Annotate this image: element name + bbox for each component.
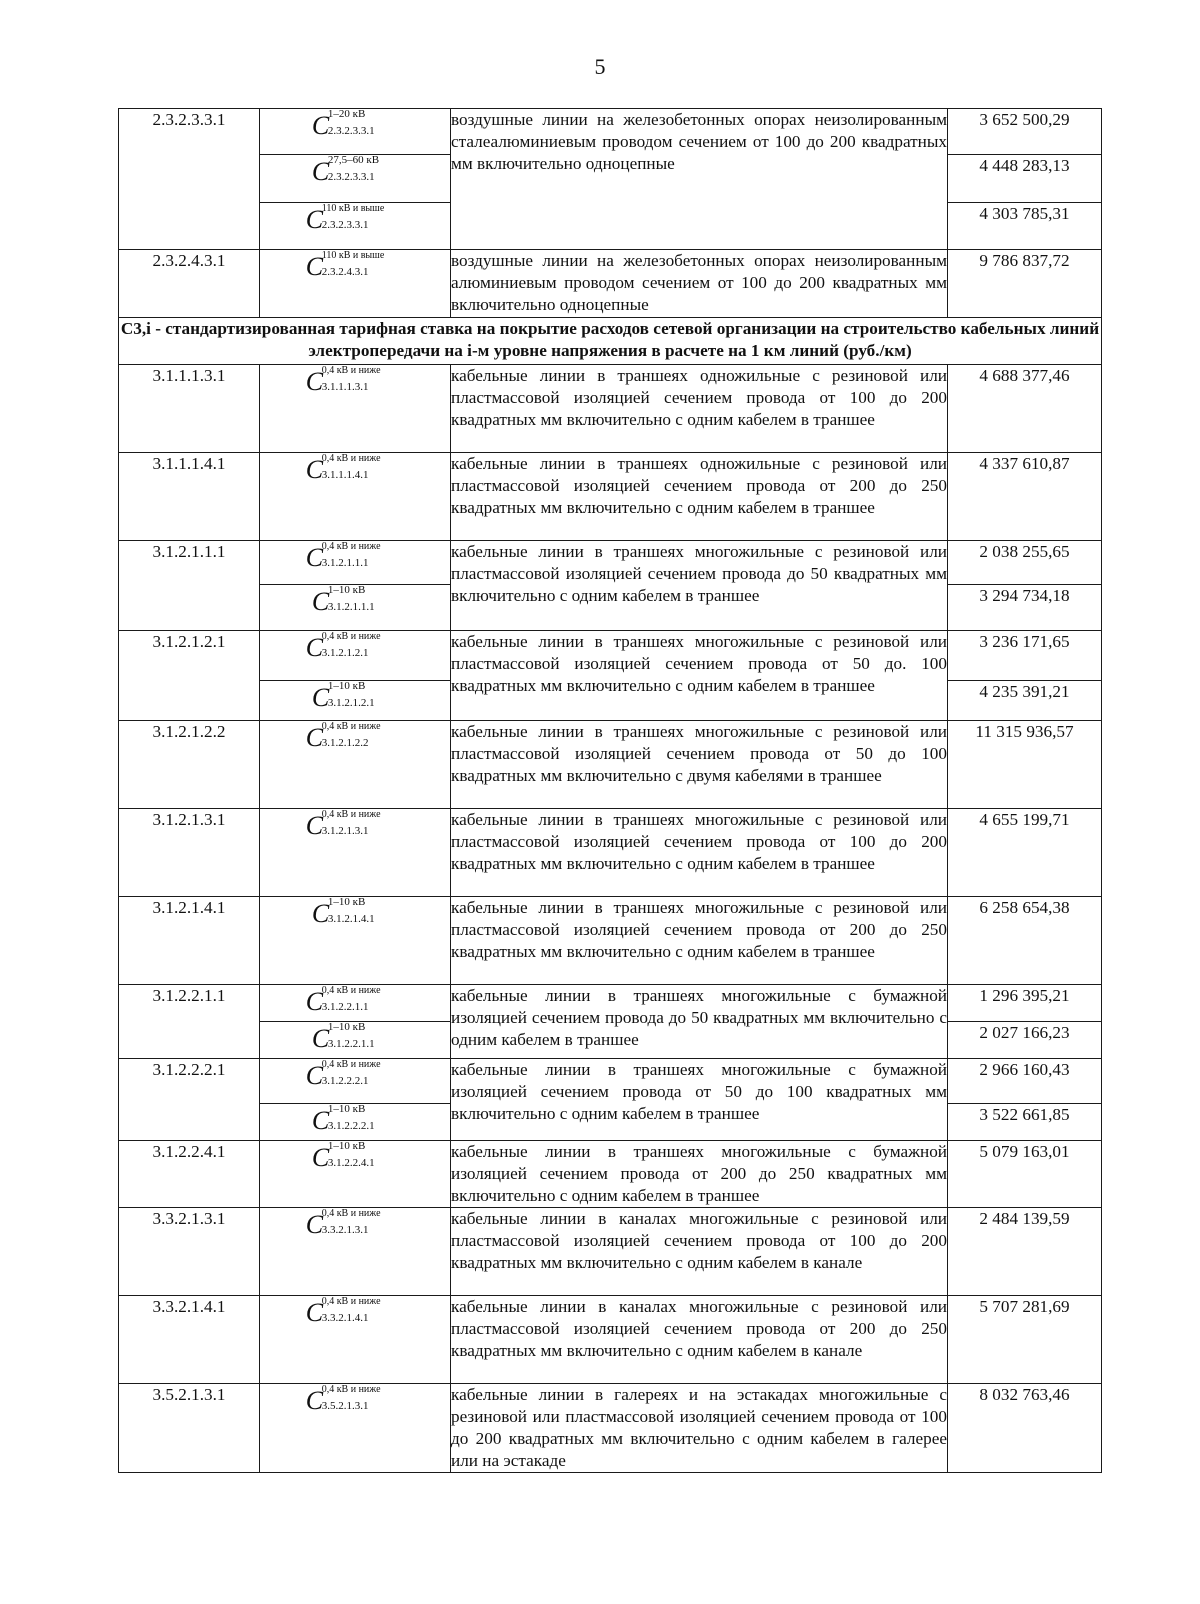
tariff-symbol xyxy=(260,585,450,621)
item-description-cell: кабельные линии в траншеях одножильные с резиновой или пластмассовой изоляцией сечением провода от 200 до 250 квадратных мм включительно с одним кабелем в траншее xyxy=(451,453,948,541)
tariff-symbol-formula xyxy=(306,631,405,667)
voltage-level-label: 0,4 кВ и ниже xyxy=(321,541,381,552)
item-description-cell: кабельные линии в траншеях многожильные с бумажной изоляцией сечением провода от 200 до 250 квадратных мм включительно с одним кабелем в траншее xyxy=(451,1141,948,1208)
tariff-symbol-formula xyxy=(312,155,398,191)
table-row xyxy=(119,250,1102,318)
tariff-index-label: 2.3.2.4.3.1 xyxy=(321,266,369,278)
tariff-symbol xyxy=(260,809,450,845)
table-row xyxy=(119,541,1102,585)
tariff-index-label: 3.1.1.1.3.1 xyxy=(321,381,369,393)
table-row xyxy=(119,809,1102,897)
tariff-symbol xyxy=(260,109,450,145)
item-description-cell: кабельные линии в галереях и на эстакадах многожильные с резиновой или пластмассовой изоляцией сечением провода от 100 до 200 квадратных мм включительно с одним кабелем в галерее или на эстакаде xyxy=(451,1384,948,1473)
tariff-symbol-formula xyxy=(312,1104,398,1140)
tariff-symbol-formula xyxy=(306,985,405,1021)
item-code-cell: 3.3.2.1.3.1 xyxy=(119,1208,260,1296)
voltage-level-label: 0,4 кВ и ниже xyxy=(321,721,381,732)
tariff-index-label: 3.1.2.1.1.1 xyxy=(321,557,369,569)
tariff-symbol-formula xyxy=(312,897,398,933)
item-code-cell: 3.5.2.1.3.1 xyxy=(119,1384,260,1473)
tariff-symbol xyxy=(260,985,450,1021)
voltage-level-label: 110 кВ и выше xyxy=(321,250,385,261)
tariff-value-cell: 9 786 837,72 xyxy=(948,250,1102,318)
tariff-index-label: 3.1.2.1.2.1 xyxy=(327,697,375,709)
tariff-index-label: 2.3.2.3.3.1 xyxy=(321,219,369,231)
tariff-symbol-formula xyxy=(312,1141,398,1177)
tariff-symbol-formula xyxy=(306,1384,405,1420)
voltage-level-label: 0,4 кВ и ниже xyxy=(321,365,381,376)
tariff-symbol-cell xyxy=(260,1296,451,1384)
tariff-value-cell: 2 966 160,43 xyxy=(948,1059,1102,1104)
tariff-symbol xyxy=(260,631,450,667)
section-header-row xyxy=(119,318,1102,365)
item-code-cell: 3.1.2.1.2.1 xyxy=(119,631,260,721)
tariff-index-label: 3.1.2.1.2.1 xyxy=(321,647,369,659)
section-header: С3,i - стандартизированная тарифная ставка на покрытие расходов сетевой организации на строительство кабельных линий электропередачи на i-м уровне напряжения в расчете на 1 км линий (руб./км) xyxy=(119,318,1102,365)
tariff-symbol-formula xyxy=(306,1208,405,1244)
item-code-cell: 3.1.2.2.2.1 xyxy=(119,1059,260,1141)
tariff-index-label: 2.3.2.3.3.1 xyxy=(327,171,375,183)
table-row xyxy=(119,631,1102,681)
tariff-value-cell: 4 337 610,87 xyxy=(948,453,1102,541)
tariff-symbol xyxy=(260,1104,450,1140)
tariff-symbol xyxy=(260,155,450,191)
table-row xyxy=(119,1208,1102,1296)
tariff-symbol xyxy=(260,1208,450,1244)
tariff-symbol-letter: C xyxy=(305,1386,324,1415)
tariff-symbol-formula xyxy=(306,721,405,757)
item-description-cell: кабельные линии в траншеях многожильные с резиновой или пластмассовой изоляцией сечением провода от 200 до 250 квадратных мм включительно с одним кабелем в траншее xyxy=(451,897,948,985)
tariff-index-label: 3.1.2.2.2.1 xyxy=(327,1120,375,1132)
voltage-level-label: 110 кВ и выше xyxy=(321,203,385,214)
tariff-symbol-formula xyxy=(306,250,405,286)
tariff-symbol-cell xyxy=(260,203,451,250)
item-code-cell: 3.1.2.2.4.1 xyxy=(119,1141,260,1208)
tariff-symbol-formula xyxy=(312,109,398,145)
tariff-value-cell: 8 032 763,46 xyxy=(948,1384,1102,1473)
page-number: 5 xyxy=(594,54,606,79)
tariff-symbol-cell xyxy=(260,585,451,631)
tariff-symbol-cell xyxy=(260,1104,451,1141)
tariff-index-label: 3.1.2.2.1.1 xyxy=(327,1038,375,1050)
tariff-symbol xyxy=(260,681,450,717)
tariff-symbol-cell xyxy=(260,1208,451,1296)
tariff-symbol xyxy=(260,1296,450,1332)
tariff-symbol-formula xyxy=(312,681,398,717)
tariff-index-label: 3.1.2.1.2.2 xyxy=(321,737,369,749)
tariff-symbol-cell xyxy=(260,985,451,1022)
tariff-symbol-letter: C xyxy=(305,1061,324,1090)
tariff-symbol-cell xyxy=(260,1384,451,1473)
tariff-symbol-cell xyxy=(260,721,451,809)
item-code-cell: 2.3.2.3.3.1 xyxy=(119,109,260,250)
tariff-symbol-formula xyxy=(312,1022,398,1058)
voltage-level-label: 1–10 кВ xyxy=(327,584,366,596)
tariff-symbol-cell xyxy=(260,155,451,203)
item-description-cell: кабельные линии в траншеях многожильные с бумажной изоляцией сечением провода от 50 до 100 квадратных мм включительно с одним кабелем в траншее xyxy=(451,1059,948,1141)
voltage-level-label: 0,4 кВ и ниже xyxy=(321,1059,381,1070)
tariff-value-cell: 11 315 936,57 xyxy=(948,721,1102,809)
tariff-symbol-letter: C xyxy=(305,252,324,281)
tariff-symbol-letter: C xyxy=(311,111,330,140)
tariff-value-cell: 4 303 785,31 xyxy=(948,203,1102,250)
tariff-symbol-letter: C xyxy=(305,543,324,572)
tariff-symbol-formula xyxy=(306,541,405,577)
table-row xyxy=(119,1296,1102,1384)
tariff-symbol-letter: C xyxy=(305,455,324,484)
tariff-symbol-cell xyxy=(260,1059,451,1104)
tariff-symbol-cell xyxy=(260,365,451,453)
voltage-level-label: 1–10 кВ xyxy=(327,1140,366,1152)
tariff-symbol-formula xyxy=(306,1059,405,1095)
tariff-symbol xyxy=(260,721,450,757)
table-row xyxy=(119,1141,1102,1208)
tariff-index-label: 3.1.2.1.4.1 xyxy=(327,913,375,925)
tariff-value-cell: 2 027 166,23 xyxy=(948,1022,1102,1059)
item-description-cell: кабельные линии в траншеях многожильные с резиновой или пластмассовой изоляцией сечением провода от 50 до. 100 квадратных мм включительно с одним кабелем в траншее xyxy=(451,631,948,721)
table-row xyxy=(119,1384,1102,1473)
tariff-value-cell: 3 522 661,85 xyxy=(948,1104,1102,1141)
item-code-cell: 3.1.1.1.4.1 xyxy=(119,453,260,541)
tariff-symbol xyxy=(260,1059,450,1095)
voltage-level-label: 0,4 кВ и ниже xyxy=(321,1384,381,1395)
table-row xyxy=(119,1059,1102,1104)
tariff-symbol-formula xyxy=(306,203,405,239)
tariff-value-cell: 1 296 395,21 xyxy=(948,985,1102,1022)
tariff-index-label: 3.1.2.2.2.1 xyxy=(321,1075,369,1087)
tariff-symbol-letter: C xyxy=(305,367,324,396)
item-description-cell: кабельные линии в траншеях многожильные с резиновой или пластмассовой изоляцией сечением провода от 100 до 200 квадратных мм включительно с одним кабелем в траншее xyxy=(451,809,948,897)
tariff-symbol-letter: C xyxy=(305,723,324,752)
item-description-cell: кабельные линии в каналах многожильные с резиновой или пластмассовой изоляцией сечением провода от 200 до 250 квадратных мм включительно с одним кабелем в канале xyxy=(451,1296,948,1384)
item-description-cell: воздушные линии на железобетонных опорах неизолированным алюминиевым проводом сечением от 100 до 200 квадратных мм включительно одноцепные xyxy=(451,250,948,318)
tariff-symbol xyxy=(260,365,450,401)
tariff-table-body xyxy=(119,109,1102,1473)
table-row xyxy=(119,721,1102,809)
tariff-value-cell: 3 236 171,65 xyxy=(948,631,1102,681)
tariff-symbol-cell xyxy=(260,250,451,318)
tariff-symbol-cell xyxy=(260,109,451,155)
voltage-level-label: 0,4 кВ и ниже xyxy=(321,809,381,820)
voltage-level-label: 0,4 кВ и ниже xyxy=(321,631,381,642)
item-description-cell: воздушные линии на железобетонных опорах неизолированным сталеалюминиевым проводом сечением от 100 до 200 квадратных мм включительно одноцепные xyxy=(451,109,948,250)
tariff-symbol-letter: C xyxy=(305,811,324,840)
item-code-cell: 3.1.2.2.1.1 xyxy=(119,985,260,1059)
item-code-cell: 3.1.2.1.3.1 xyxy=(119,809,260,897)
tariff-symbol-letter: C xyxy=(311,1106,330,1135)
item-code-cell: 3.1.2.1.1.1 xyxy=(119,541,260,631)
tariff-value-cell: 4 655 199,71 xyxy=(948,809,1102,897)
voltage-level-label: 0,4 кВ и ниже xyxy=(321,1208,381,1219)
tariff-symbol-cell xyxy=(260,809,451,897)
item-description-cell: кабельные линии в траншеях одножильные с резиновой или пластмассовой изоляцией сечением провода от 100 до 200 квадратных мм включительно с одним кабелем в траншее xyxy=(451,365,948,453)
tariff-symbol xyxy=(260,203,450,239)
tariff-value-cell: 3 294 734,18 xyxy=(948,585,1102,631)
tariff-value-cell: 2 484 139,59 xyxy=(948,1208,1102,1296)
tariff-value-cell: 2 038 255,65 xyxy=(948,541,1102,585)
table-row xyxy=(119,985,1102,1022)
tariff-symbol-letter: C xyxy=(311,1024,330,1053)
tariff-symbol-letter: C xyxy=(305,1298,324,1327)
tariff-table xyxy=(118,108,1102,1473)
tariff-value-cell: 4 688 377,46 xyxy=(948,365,1102,453)
table-row xyxy=(119,897,1102,985)
voltage-level-label: 27,5–60 кВ xyxy=(327,154,380,166)
voltage-level-label: 1–10 кВ xyxy=(327,680,366,692)
tariff-index-label: 3.3.2.1.3.1 xyxy=(321,1224,369,1236)
voltage-level-label: 1–10 кВ xyxy=(327,1021,366,1033)
tariff-index-label: 3.3.2.1.4.1 xyxy=(321,1312,369,1324)
tariff-symbol-cell xyxy=(260,453,451,541)
tariff-symbol-letter: C xyxy=(305,987,324,1016)
tariff-symbol-letter: C xyxy=(311,587,330,616)
tariff-symbol xyxy=(260,1022,450,1058)
tariff-symbol xyxy=(260,1141,450,1177)
item-code-cell: 3.1.2.1.4.1 xyxy=(119,897,260,985)
tariff-symbol xyxy=(260,897,450,933)
tariff-index-label: 2.3.2.3.3.1 xyxy=(327,125,375,137)
tariff-symbol-letter: C xyxy=(311,683,330,712)
voltage-level-label: 1–10 кВ xyxy=(327,1103,366,1115)
tariff-symbol-letter: C xyxy=(311,1143,330,1172)
tariff-symbol-formula xyxy=(306,809,405,845)
tariff-symbol-letter: C xyxy=(305,1210,324,1239)
item-code-cell: 2.3.2.4.3.1 xyxy=(119,250,260,318)
tariff-symbol-letter: C xyxy=(305,633,324,662)
tariff-symbol-cell xyxy=(260,1022,451,1059)
tariff-index-label: 3.1.1.1.4.1 xyxy=(321,469,369,481)
tariff-symbol-formula xyxy=(306,365,405,401)
tariff-symbol-formula xyxy=(306,1296,405,1332)
tariff-symbol-formula xyxy=(312,585,398,621)
tariff-symbol xyxy=(260,541,450,577)
item-code-cell: 3.3.2.1.4.1 xyxy=(119,1296,260,1384)
table-row xyxy=(119,365,1102,453)
tariff-value-cell: 4 235 391,21 xyxy=(948,681,1102,721)
tariff-index-label: 3.1.2.2.4.1 xyxy=(327,1157,375,1169)
item-description-cell: кабельные линии в траншеях многожильные с резиновой или пластмассовой изоляцией сечением провода от 50 до 100 квадратных мм включительно с двумя кабелями в траншее xyxy=(451,721,948,809)
tariff-value-cell: 5 079 163,01 xyxy=(948,1141,1102,1208)
table-row xyxy=(119,453,1102,541)
tariff-symbol xyxy=(260,453,450,489)
tariff-index-label: 3.1.2.1.3.1 xyxy=(321,825,369,837)
tariff-value-cell: 5 707 281,69 xyxy=(948,1296,1102,1384)
tariff-value-cell: 6 258 654,38 xyxy=(948,897,1102,985)
item-code-cell: 3.1.2.1.2.2 xyxy=(119,721,260,809)
tariff-value-cell: 4 448 283,13 xyxy=(948,155,1102,203)
tariff-symbol xyxy=(260,1384,450,1420)
tariff-symbol-cell xyxy=(260,681,451,721)
tariff-symbol-letter: C xyxy=(311,157,330,186)
tariff-index-label: 3.1.2.1.1.1 xyxy=(327,601,375,613)
tariff-symbol-cell xyxy=(260,897,451,985)
tariff-symbol xyxy=(260,250,450,286)
tariff-value-cell: 3 652 500,29 xyxy=(948,109,1102,155)
item-description-cell: кабельные линии в траншеях многожильные с резиновой или пластмассовой изоляцией сечением провода до 50 квадратных мм включительно с одним кабелем в траншее xyxy=(451,541,948,631)
voltage-level-label: 0,4 кВ и ниже xyxy=(321,453,381,464)
item-description-cell: кабельные линии в траншеях многожильные с бумажной изоляцией сечением провода до 50 квадратных мм включительно с одним кабелем в траншее xyxy=(451,985,948,1059)
tariff-symbol-letter: C xyxy=(305,205,324,234)
voltage-level-label: 1–20 кВ xyxy=(327,108,366,120)
tariff-symbol-formula xyxy=(306,453,405,489)
tariff-index-label: 3.1.2.2.1.1 xyxy=(321,1001,369,1013)
item-code-cell: 3.1.1.1.3.1 xyxy=(119,365,260,453)
tariff-symbol-cell xyxy=(260,541,451,585)
tariff-symbol-cell xyxy=(260,631,451,681)
voltage-level-label: 0,4 кВ и ниже xyxy=(321,1296,381,1307)
item-description-cell: кабельные линии в каналах многожильные с резиновой или пластмассовой изоляцией сечением провода от 100 до 200 квадратных мм включительно с одним кабелем в канале xyxy=(451,1208,948,1296)
voltage-level-label: 0,4 кВ и ниже xyxy=(321,985,381,996)
tariff-index-label: 3.5.2.1.3.1 xyxy=(321,1400,369,1412)
tariff-symbol-letter: C xyxy=(311,899,330,928)
tariff-symbol-cell xyxy=(260,1141,451,1208)
table-row xyxy=(119,109,1102,155)
voltage-level-label: 1–10 кВ xyxy=(327,896,366,908)
